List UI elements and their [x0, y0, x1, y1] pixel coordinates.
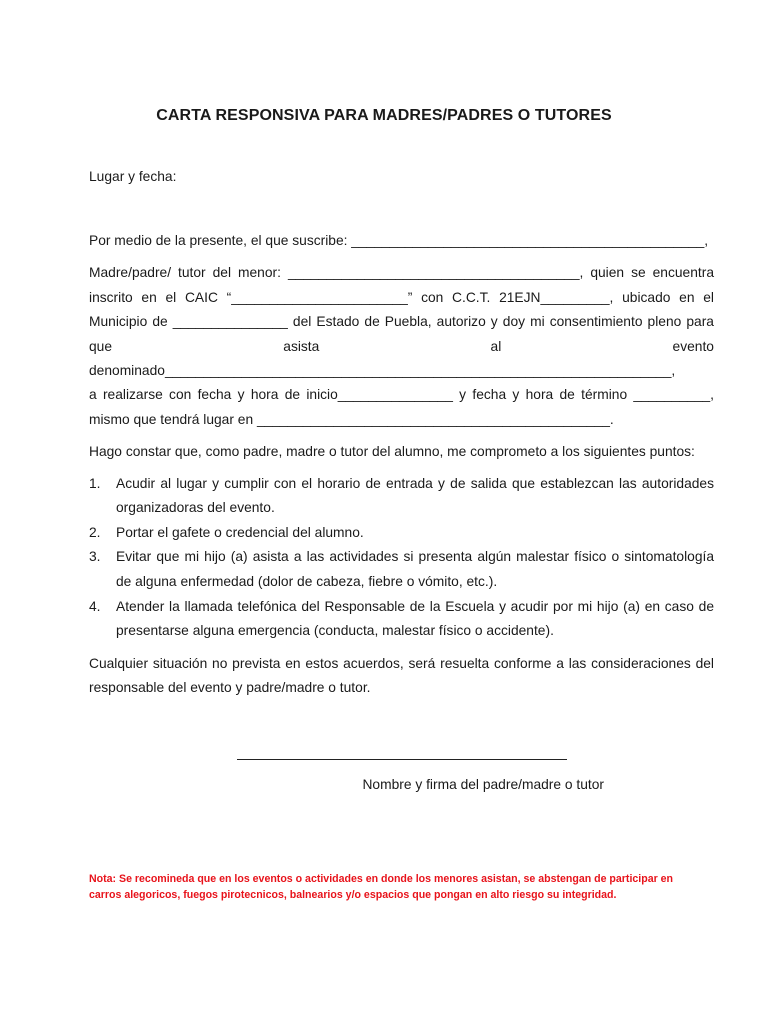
- document-title: CARTA RESPONSIVA PARA MADRES/PADRES O TUTORES: [156, 107, 612, 124]
- list-item-number: 2.: [89, 525, 101, 540]
- list-item-3-line-2: de alguna enfermedad (dolor de cabeza, fiebre o vómito, etc.).: [116, 574, 498, 589]
- paragraph-menor-line-7: mismo que tendrá lugar en ______________________________________________.: [89, 412, 614, 427]
- list-item-1-line-2: organizadoras del evento.: [116, 500, 275, 515]
- paragraph-situacion-line-1: Cualquier situación no prevista en estos acuerdos, será resuelta conforme a las consideraciones del: [89, 656, 714, 671]
- paragraph-suscribe: Por medio de la presente, el que suscribe: ______________________________________________,: [89, 233, 709, 248]
- note-line-2: carros alegoricos, fuegos pirotecnicos, balnearios y/o espacios que pongan en alto riesgo su integridad.: [89, 889, 617, 901]
- word-asista: asista: [283, 339, 320, 354]
- note-line-1: Nota: Se recomineda que en los eventos o actividades en donde los menores asistan, se abstengan de participar en: [89, 873, 674, 885]
- paragraph-constar: Hago constar que, como padre, madre o tutor del alumno, me comprometo a los siguientes puntos:: [89, 444, 695, 459]
- paragraph-menor-line-5: denominado__________________________________________________________________,: [89, 363, 676, 378]
- paragraph-menor-line-1: Madre/padre/ tutor del menor: ______________________________________, quien se encuentra: [89, 265, 714, 280]
- list-item-4-line-1: Atender la llamada telefónica del Responsable de la Escuela y acudir por mi hijo (a) en caso de: [116, 599, 714, 614]
- paragraph-menor-line-4: [89, 338, 714, 356]
- word-que: que: [89, 339, 113, 354]
- paragraph-menor-line-3: Municipio de _______________ del Estado de Puebla, autorizo y doy mi consentimiento pleno para: [89, 314, 714, 329]
- signature-line: [237, 759, 567, 760]
- list-item-number: 3.: [89, 549, 101, 564]
- lugar-fecha-label: Lugar y fecha:: [89, 169, 177, 184]
- paragraph-menor-line-2: inscrito en el CAIC “_______________________” con C.C.T. 21EJN_________, ubicado en el: [89, 290, 714, 305]
- signature-label: Nombre y firma del padre/madre o tutor: [362, 777, 604, 792]
- list-item-2-line-1: Portar el gafete o credencial del alumno.: [116, 525, 364, 540]
- list-item-number: 1.: [89, 476, 101, 491]
- paragraph-situacion-line-2: responsable del evento y padre/madre o tutor.: [89, 680, 371, 695]
- list-item-1-line-1: Acudir al lugar y cumplir con el horario de entrada y de salida que establezcan las autoridades: [116, 476, 714, 491]
- list-item-4-line-2: presentarse alguna emergencia (conducta, malestar físico o accidente).: [116, 623, 554, 638]
- list-item-3-line-1: Evitar que mi hijo (a) asista a las actividades si presenta algún malestar físico o sintomatología: [116, 549, 714, 564]
- list-item-number: 4.: [89, 599, 101, 614]
- paragraph-menor-line-6: a realizarse con fecha y hora de inicio_______________ y fecha y hora de término __________,: [89, 387, 714, 402]
- word-al: al: [490, 339, 502, 354]
- word-evento: evento: [672, 339, 714, 354]
